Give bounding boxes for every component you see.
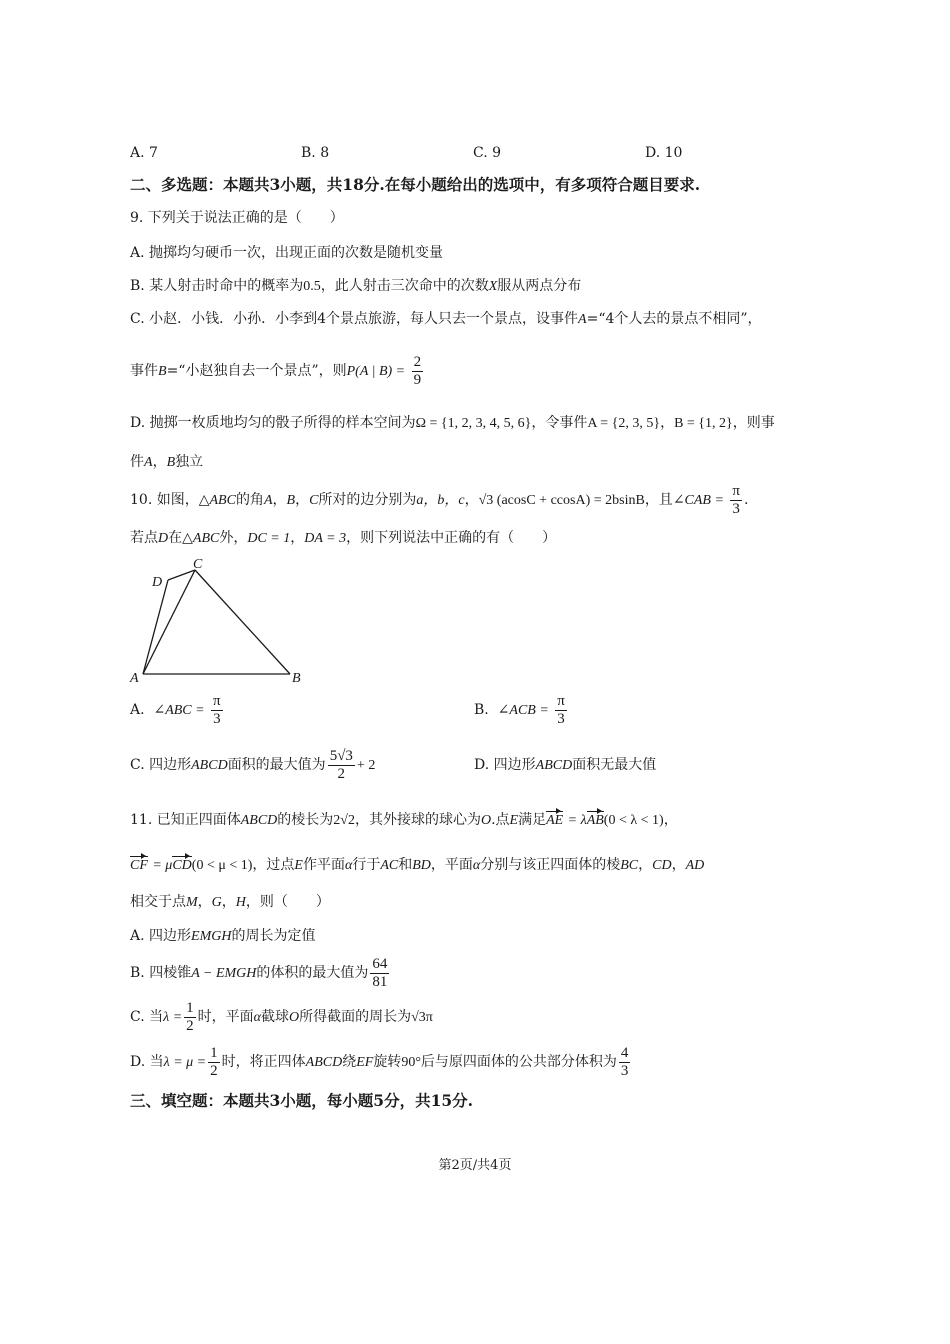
math: C (309, 493, 319, 508)
math: + 2 (356, 758, 376, 773)
math: 0.5 (303, 279, 321, 294)
text: ， (295, 492, 310, 508)
denominator: 3 (213, 710, 221, 727)
vector-ab: AB (586, 813, 604, 828)
edge-ac (143, 570, 195, 674)
numerator: 1 (186, 999, 194, 1016)
q8-option-c: C. 9 (473, 145, 502, 161)
vertex-label-d: D (152, 575, 163, 590)
q9-option-c-line2 (130, 351, 425, 392)
math: E (509, 813, 519, 828)
math: (0 < λ < 1) (603, 813, 664, 828)
text: ， (638, 857, 653, 873)
math: E (294, 858, 303, 873)
math: X (488, 279, 498, 294)
numerator: 5√3 (329, 747, 353, 764)
text: ， (290, 530, 305, 546)
q11-option-c (130, 997, 433, 1038)
text: 时，平面 (197, 1009, 254, 1025)
text: ，则下列说法中正确的有（ ） (346, 530, 557, 546)
q9-stem: 9. 下列关于说法正确的是（ ） (130, 210, 344, 226)
q8-option-b: B. 8 (301, 145, 330, 161)
math: A − EMGH (191, 966, 257, 981)
math: A = {2, 3, 5} (587, 416, 661, 431)
math: H (235, 895, 246, 910)
page-footer: 第2页/共4页 (438, 1158, 512, 1173)
vector-cd: CD (172, 858, 192, 873)
math: B (158, 364, 167, 379)
numerator: π (557, 692, 565, 709)
text: 和 (398, 857, 413, 873)
numerator: 1 (210, 1044, 218, 1061)
math: α (472, 858, 481, 873)
text: 的角 (235, 492, 264, 508)
math: AD (685, 858, 705, 873)
fraction (208, 1045, 220, 1080)
fraction (555, 693, 567, 728)
text: 相交于点 (130, 894, 186, 910)
text: B. (474, 702, 489, 718)
math: ABCD (240, 813, 278, 828)
text: =“小赵独自去一个景点”，则 (166, 363, 347, 379)
math: α (344, 858, 353, 873)
text: ，则（ ） (245, 894, 330, 910)
text: ， (660, 415, 675, 431)
math: M (186, 895, 198, 910)
math: λ = μ = (163, 1055, 207, 1070)
text: ，令事件 (531, 415, 588, 431)
text: 绕 (342, 1054, 357, 1070)
math: √3 (acosC + ccosA) = 2bsinB (478, 493, 645, 508)
text: 事件 (130, 363, 158, 379)
text: . (743, 492, 749, 508)
text: D. 四边形 (474, 757, 536, 773)
text: ，且 (644, 492, 673, 508)
math: EF (356, 1055, 374, 1070)
math: Ω = {1, 2, 3, 4, 5, 6} (415, 416, 532, 431)
text: ，其外接球的球心为 (354, 812, 481, 828)
text: =“4个人去的景点不相同”， (586, 311, 762, 327)
text: B. 某人射击时命中的概率为 (130, 278, 304, 294)
numerator: 64 (372, 955, 388, 972)
text: 面积无最大值 (572, 757, 657, 773)
math: CD (652, 858, 672, 873)
math: √3π (411, 1010, 433, 1025)
math: α (253, 1010, 261, 1025)
q10-option-b (474, 690, 569, 731)
math: ∠CAB = (672, 493, 724, 508)
section-heading-multi-choice: 二、多选题：本题共3小题，共18分.在每小题给出的选项中，有多项符合题目要求. (130, 175, 701, 194)
math: AC (380, 858, 399, 873)
math: (0 < μ < 1) (191, 858, 253, 873)
edge-ad (143, 580, 168, 674)
q9-option-d-line1 (130, 413, 775, 434)
text: 的周长为定值 (231, 928, 316, 944)
math: = λ (567, 813, 587, 828)
text: B. 四棱锥 (130, 965, 192, 981)
denominator: 3 (620, 1062, 629, 1079)
vertex-label-c: C (193, 557, 203, 572)
text: ， (663, 812, 678, 828)
fraction (328, 748, 355, 783)
denominator: 3 (732, 500, 740, 517)
denominator: 3 (557, 710, 565, 727)
q10-option-d (474, 745, 656, 786)
fraction (619, 1045, 631, 1080)
math: △ABC (198, 493, 236, 508)
math: 90° (401, 1055, 421, 1070)
math: BD (412, 858, 431, 873)
vertex-label-b: B (292, 671, 301, 686)
text: A. (130, 702, 145, 718)
text: 若点 (130, 530, 158, 546)
text: 后与原四面体的公共部分体积为 (420, 1054, 617, 1070)
text: D. 当 (130, 1054, 164, 1070)
math: DA = 3 (304, 531, 347, 546)
q9-option-b (130, 276, 581, 297)
denominator: 81 (372, 973, 388, 990)
fraction (730, 483, 742, 518)
text: 服从两点分布 (497, 278, 582, 294)
q11-option-a (130, 926, 315, 947)
q10-option-c (130, 745, 375, 786)
q11-stem-line3 (130, 892, 330, 913)
text: 11. 已知正四面体 (130, 812, 241, 828)
math: P(A | B) = (346, 364, 406, 379)
text: ， (272, 492, 287, 508)
math: 2√2 (333, 813, 355, 828)
vertex-label-a: A (130, 671, 139, 686)
numerator: 4 (620, 1044, 629, 1061)
denominator: 2 (337, 765, 346, 782)
q8-option-d: D. 10 (645, 145, 683, 161)
text: 面积的最大值为 (227, 757, 326, 773)
math: B (166, 455, 176, 470)
text: 件 (130, 454, 144, 470)
numerator: π (213, 692, 221, 709)
q10-stem-line2 (130, 528, 556, 549)
q11-stem-line1 (130, 810, 678, 831)
fraction (412, 354, 424, 389)
q9-option-d-line2 (130, 452, 203, 473)
math: A (263, 493, 273, 508)
math: ∠ACB = (497, 703, 549, 718)
text: 独立 (175, 454, 204, 470)
math: O (289, 1010, 300, 1025)
numerator: 2 (413, 353, 422, 370)
text: ， (221, 894, 236, 910)
text: 所对的边分别为 (318, 492, 417, 508)
text: C. 小赵．小钱．小孙．小李到4个景点旅游，每人只去一个景点，设事件 (130, 311, 579, 327)
section-heading-fill-in: 三、填空题：本题共3小题，每小题5分，共15分. (130, 1091, 474, 1110)
text: ，则事 (732, 415, 775, 431)
q10-quadrilateral-figure (120, 550, 320, 690)
q8-option-a: A. 7 (130, 145, 158, 161)
numerator: π (732, 482, 740, 499)
math: B = {1, 2} (674, 416, 733, 431)
text: 在 (168, 530, 183, 546)
text: 行于 (352, 857, 381, 873)
math: G (211, 895, 222, 910)
text: ， (464, 492, 479, 508)
math: = μ (152, 858, 173, 873)
math: λ = (163, 1010, 183, 1025)
text: ， (152, 454, 167, 470)
text: 的棱长为 (277, 812, 334, 828)
fraction (211, 693, 223, 728)
text: 10. 如图， (130, 492, 199, 508)
edge-cb (195, 570, 290, 674)
math: ∠ABC = (153, 703, 205, 718)
text: 满足 (518, 812, 547, 828)
vector-ae: AE (546, 813, 564, 828)
q11-stem-line2 (130, 855, 704, 876)
text: 的体积的最大值为 (256, 965, 369, 981)
text: 所得截面的周长为 (299, 1009, 412, 1025)
math: A (578, 312, 587, 327)
fraction (370, 956, 389, 991)
text: D. 抛掷一枚质地均匀的骰子所得的样本空间为 (130, 415, 416, 431)
text: ， (197, 894, 212, 910)
denominator: 9 (413, 371, 422, 388)
math: O (480, 813, 492, 828)
text: ， (671, 857, 686, 873)
q10-option-a (130, 690, 225, 731)
text: 旋转 (373, 1054, 402, 1070)
text: 外， (219, 530, 248, 546)
denominator: 2 (210, 1062, 218, 1079)
text: 截球 (261, 1009, 289, 1025)
text: ，此人射击三次命中的次数 (320, 278, 489, 294)
math: ABCD (535, 758, 573, 773)
text: C. 当 (130, 1009, 164, 1025)
math: DC = 1 (247, 531, 291, 546)
q11-option-d (130, 1042, 632, 1083)
math: ABCD (191, 758, 228, 773)
text: ，平面 (430, 857, 473, 873)
text: 分别与该正四面体的棱 (480, 857, 621, 873)
math: BC (620, 858, 639, 873)
text: ，过点 (252, 857, 295, 873)
math: A (144, 455, 153, 470)
q10-stem-line1 (130, 480, 748, 521)
math: EMGH (191, 929, 232, 944)
denominator: 2 (186, 1017, 194, 1034)
math: a，b，c (416, 493, 465, 508)
q9-option-a: A. 抛掷均匀硬币一次，出现正面的次数是随机变量 (130, 245, 444, 261)
q11-option-b (130, 953, 391, 994)
math: D (158, 531, 169, 546)
math: ABCD (305, 1055, 343, 1070)
text: .点 (491, 812, 510, 828)
fraction (184, 1000, 196, 1035)
q9-option-c-line1 (130, 309, 762, 330)
vector-cf: CF (130, 858, 148, 873)
math: △ABC (182, 531, 220, 546)
text: A. 四边形 (130, 928, 192, 944)
text: 作平面 (302, 857, 345, 873)
math: B (286, 493, 296, 508)
text: 时，将正四体 (221, 1054, 306, 1070)
text: C. 四边形 (130, 757, 192, 773)
